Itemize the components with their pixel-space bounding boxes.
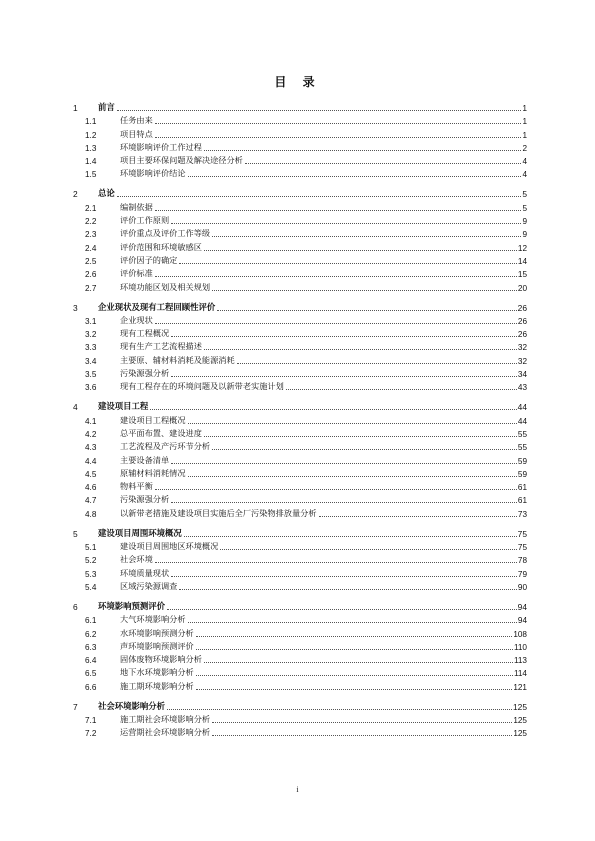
dot-leader (196, 688, 513, 690)
toc-entry-title: 施工期环境影响分析 (120, 680, 194, 691)
toc-page-number: 73 (517, 509, 527, 519)
toc-page-number: 90 (517, 582, 527, 592)
toc-entry-number: 4.5 (85, 469, 97, 479)
toc-entry-title: 项目主要环保问题及解决途径分析 (120, 155, 243, 166)
dot-leader (179, 262, 517, 264)
toc-entry-number: 2.5 (85, 256, 97, 266)
toc-entry-number: 6 (73, 601, 78, 612)
toc-entry-title: 项目特点 (120, 128, 153, 139)
toc-entry-title: 社会环境影响分析 (98, 700, 165, 711)
toc-section-entry[interactable] (73, 625, 527, 638)
toc-entry-title: 前言 (98, 102, 115, 112)
dot-leader (212, 721, 512, 723)
toc-chapter-entry[interactable] (73, 599, 527, 612)
dot-leader (184, 535, 517, 537)
toc-entry-number: 3.3 (85, 343, 97, 353)
toc-page-number: 121 (513, 682, 527, 692)
toc-section-entry[interactable] (73, 113, 527, 126)
toc-entry-number: 7.2 (85, 729, 97, 739)
toc-section-entry[interactable] (73, 226, 527, 239)
toc-entry-title: 评价工作原则 (120, 215, 170, 226)
toc-page-number: 61 (517, 483, 527, 493)
toc-section-entry[interactable] (73, 412, 527, 425)
toc-entry-number: 4.7 (85, 496, 97, 506)
toc-section-entry[interactable] (73, 452, 527, 465)
toc-entry-number: 5.4 (85, 582, 97, 592)
toc-entry-number: 4.1 (85, 416, 97, 426)
dot-leader (196, 648, 513, 650)
toc-entry-title: 大气环境影响分析 (120, 614, 186, 625)
dot-leader (171, 575, 517, 577)
toc-page-number: 4 (522, 170, 527, 180)
dot-leader (217, 309, 516, 311)
toc-entry-title: 现有工程概况 (120, 328, 170, 339)
toc-section-entry[interactable] (73, 505, 527, 518)
toc-entry-title: 物料平衡 (120, 481, 153, 492)
toc-entry-title: 工艺流程及产污环节分析 (120, 441, 211, 452)
toc-entry-number: 5.1 (85, 543, 97, 553)
toc-section-entry[interactable] (73, 326, 527, 339)
toc-entry-title: 环境功能区划及相关规划 (120, 281, 211, 292)
toc-entry-title: 污染源强分析 (120, 494, 170, 505)
dot-leader (212, 448, 517, 450)
toc-entry-title: 声环境影响预测评价 (120, 640, 194, 651)
toc-page-number: 44 (517, 416, 527, 426)
toc-entry-title: 建设项目工程 (98, 401, 149, 412)
dot-leader (171, 375, 517, 377)
toc-entry-number: 2.6 (85, 270, 97, 280)
dot-leader (319, 515, 517, 517)
toc-page-number: 94 (517, 616, 527, 626)
toc-entry-number: 1.1 (85, 117, 97, 127)
toc-entry-title: 环境影响评价工作过程 (120, 141, 202, 152)
toc-entry-title: 地下水环境影响分析 (120, 667, 194, 678)
dot-leader (204, 435, 517, 437)
dot-leader (188, 422, 517, 424)
toc-entry-title: 环境质量现状 (120, 567, 170, 578)
toc-page-number: 94 (517, 601, 527, 612)
toc-page-number: 78 (517, 556, 527, 566)
toc-section-entry[interactable] (73, 579, 527, 592)
dot-leader (179, 588, 517, 590)
toc-entry-number: 6.6 (85, 682, 97, 692)
toc-page-number: 43 (517, 383, 527, 393)
toc-entry-number: 1.4 (85, 157, 97, 167)
toc-entry-number: 1.2 (85, 130, 97, 140)
toc-entry-title: 以新带老措施及建设项目实施后全厂污染物排放量分析 (120, 507, 317, 518)
toc-page-number: 114 (513, 669, 527, 679)
dot-leader (212, 235, 521, 237)
dot-leader (237, 362, 517, 364)
table-of-contents (73, 100, 527, 738)
toc-section-entry[interactable] (73, 439, 527, 452)
dot-leader (150, 408, 516, 410)
toc-entry-title: 建设项目工程概况 (120, 414, 186, 425)
dot-leader (188, 175, 522, 177)
toc-section-entry[interactable] (73, 126, 527, 139)
toc-chapter-entry[interactable] (73, 100, 527, 113)
toc-section-entry[interactable] (73, 199, 527, 212)
toc-entry-title: 现有工程存在的环境问题及以新带老实施计划 (120, 381, 284, 392)
toc-entry-number: 4.3 (85, 443, 97, 453)
toc-section-entry[interactable] (73, 339, 527, 352)
toc-page-number: 108 (513, 629, 527, 639)
toc-page-number: 9 (522, 230, 527, 240)
toc-entry-title: 编制依据 (120, 201, 153, 212)
toc-page-number: 14 (517, 256, 527, 266)
toc-page-number: 32 (517, 343, 527, 353)
dot-leader (167, 708, 512, 710)
toc-entry-number: 6.5 (85, 669, 97, 679)
toc-section-entry[interactable] (73, 379, 527, 392)
toc-section-entry[interactable] (73, 612, 527, 625)
toc-chapter-entry[interactable] (73, 526, 527, 539)
dot-leader (155, 322, 517, 324)
toc-entry-title: 总论 (98, 188, 115, 199)
toc-page-number: 79 (517, 569, 527, 579)
dot-leader (245, 162, 522, 164)
toc-entry-title: 评价标准 (120, 268, 153, 279)
toc-chapter-entry[interactable] (73, 399, 527, 412)
toc-section-entry[interactable] (73, 479, 527, 492)
toc-page-number: 9 (522, 217, 527, 227)
toc-entry-title: 环境影响评价结论 (120, 168, 186, 179)
toc-page-number: 4 (522, 157, 527, 167)
toc-entry-number: 2 (73, 189, 78, 200)
toc-entry-number: 4 (73, 402, 78, 413)
dot-leader (220, 548, 517, 550)
dot-leader (204, 661, 513, 663)
toc-page-number: 26 (517, 330, 527, 340)
dot-leader (212, 734, 512, 736)
toc-entry-number: 4.6 (85, 483, 97, 493)
toc-page-number: 34 (517, 370, 527, 380)
toc-page-number: 125 (513, 729, 527, 739)
toc-section-entry[interactable] (73, 166, 527, 179)
toc-entry-number: 1 (73, 103, 78, 113)
dot-leader (171, 501, 517, 503)
toc-entry-number: 5.2 (85, 556, 97, 566)
toc-title: 目 录 (274, 75, 321, 89)
toc-entry-number: 1.5 (85, 170, 97, 180)
toc-entry-number: 5 (73, 528, 78, 539)
dot-leader (196, 674, 513, 676)
toc-section-entry[interactable] (73, 140, 527, 153)
toc-entry-title: 主要设备清单 (120, 454, 170, 465)
toc-chapter-entry[interactable] (73, 186, 527, 199)
toc-section-entry[interactable] (73, 678, 527, 691)
toc-entry-number: 7 (73, 701, 78, 712)
toc-page-number: 55 (517, 443, 527, 453)
toc-page-number: 1 (522, 103, 527, 113)
toc-section-entry[interactable] (73, 639, 527, 652)
dot-leader (204, 249, 517, 251)
toc-chapter-entry[interactable] (73, 699, 527, 712)
toc-entry-title: 运营期社会环境影响分析 (120, 727, 211, 738)
toc-entry-number: 2.7 (85, 283, 97, 293)
toc-entry-title: 建设项目周围地区环境概况 (120, 541, 219, 552)
toc-entry-number: 6.1 (85, 616, 97, 626)
dot-leader (204, 348, 517, 350)
toc-entry-title: 任务由来 (120, 115, 153, 126)
toc-entry-title: 评价重点及评价工作等级 (120, 228, 211, 239)
toc-page-number: 15 (517, 270, 527, 280)
dot-leader (188, 621, 517, 623)
toc-section-entry[interactable] (73, 492, 527, 505)
toc-page-number: 59 (517, 456, 527, 466)
toc-entry-number: 4.2 (85, 429, 97, 439)
toc-chapter-entry[interactable] (73, 300, 527, 313)
toc-page-number: 2 (522, 143, 527, 153)
toc-entry-title: 总平面布置、建设进度 (120, 427, 202, 438)
page-number-footer: i (296, 785, 299, 794)
dot-leader (286, 388, 517, 390)
toc-section-entry[interactable] (73, 313, 527, 326)
dot-leader (171, 335, 517, 337)
toc-section-entry[interactable] (73, 239, 527, 252)
toc-page-number: 125 (513, 715, 527, 725)
toc-section-entry[interactable] (73, 253, 527, 266)
toc-section-entry[interactable] (73, 213, 527, 226)
toc-section-entry[interactable] (73, 652, 527, 665)
dot-leader (117, 195, 522, 197)
toc-page-number: 5 (522, 189, 527, 200)
dot-leader (155, 561, 517, 563)
toc-section-entry[interactable] (73, 665, 527, 678)
toc-entry-title: 评价因子的确定 (120, 254, 178, 265)
toc-entry-number: 5.3 (85, 569, 97, 579)
toc-entry-number: 3.5 (85, 370, 97, 380)
toc-entry-number: 3 (73, 302, 78, 313)
toc-entry-title: 环境影响预测评价 (98, 600, 165, 611)
toc-page-number: 110 (513, 642, 527, 652)
toc-entry-title: 企业现状及现有工程回顾性评价 (98, 301, 216, 312)
toc-entry-number: 4.4 (85, 456, 97, 466)
toc-section-entry[interactable] (73, 725, 527, 738)
dot-leader (204, 149, 522, 151)
toc-entry-title: 社会环境 (120, 554, 153, 565)
toc-section-entry[interactable] (73, 366, 527, 379)
toc-section-entry[interactable] (73, 466, 527, 479)
toc-page-number: 20 (517, 283, 527, 293)
dot-leader (188, 475, 517, 477)
toc-section-entry[interactable] (73, 426, 527, 439)
toc-entry-title: 建设项目周围环境概况 (98, 527, 182, 538)
toc-section-entry[interactable] (73, 266, 527, 279)
toc-page-number: 61 (517, 496, 527, 506)
toc-entry-number: 6.2 (85, 629, 97, 639)
toc-page-number: 125 (513, 701, 527, 712)
toc-entry-title: 主要原、辅材料消耗及能源消耗 (120, 354, 235, 365)
toc-page-number: 12 (517, 243, 527, 253)
toc-entry-number: 3.6 (85, 383, 97, 393)
dot-leader (155, 209, 522, 211)
toc-entry-title: 施工期社会环境影响分析 (120, 713, 211, 724)
toc-page-number: 59 (517, 469, 527, 479)
dot-leader (196, 635, 513, 637)
toc-section-entry[interactable] (73, 279, 527, 292)
toc-entry-number: 2.3 (85, 230, 97, 240)
toc-page-number: 1 (522, 130, 527, 140)
toc-entry-number: 2.1 (85, 203, 97, 213)
toc-entry-title: 原辅材料消耗情况 (120, 467, 186, 478)
toc-section-entry[interactable] (73, 565, 527, 578)
toc-entry-number: 2.4 (85, 243, 97, 253)
dot-leader (171, 222, 521, 224)
toc-page-number: 26 (517, 302, 527, 313)
toc-section-entry[interactable] (73, 712, 527, 725)
toc-page-number: 113 (513, 656, 527, 666)
toc-entry-number: 7.1 (85, 715, 97, 725)
toc-entry-number: 1.3 (85, 143, 97, 153)
toc-entry-title: 污染源强分析 (120, 368, 170, 379)
toc-entry-title: 企业现状 (120, 314, 153, 325)
toc-entry-title: 评价范围和环境敏感区 (120, 241, 202, 252)
dot-leader (155, 122, 522, 124)
toc-entry-number: 6.3 (85, 642, 97, 652)
toc-page-number: 75 (517, 543, 527, 553)
toc-section-entry[interactable] (73, 153, 527, 166)
toc-entry-title: 区域污染源调查 (120, 580, 178, 591)
toc-entry-title: 现有生产工艺流程描述 (120, 341, 202, 352)
toc-page-number: 44 (517, 402, 527, 413)
toc-entry-title: 固体废物环境影响分析 (120, 654, 202, 665)
toc-section-entry[interactable] (73, 552, 527, 565)
toc-entry-number: 3.1 (85, 316, 97, 326)
toc-entry-number: 6.4 (85, 656, 97, 666)
toc-entry-number: 3.4 (85, 356, 97, 366)
dot-leader (171, 462, 517, 464)
toc-section-entry[interactable] (73, 352, 527, 365)
dot-leader (155, 275, 517, 277)
toc-entry-number: 3.2 (85, 330, 97, 340)
toc-entry-number: 4.8 (85, 509, 97, 519)
toc-section-entry[interactable] (73, 539, 527, 552)
toc-entry-number: 2.2 (85, 217, 97, 227)
toc-page-number: 75 (517, 528, 527, 539)
toc-page-number: 1 (522, 117, 527, 127)
dot-leader (155, 488, 517, 490)
dot-leader (117, 109, 522, 111)
toc-page-number: 32 (517, 356, 527, 366)
toc-page-number: 55 (517, 429, 527, 439)
dot-leader (155, 136, 522, 138)
toc-entry-title: 水环境影响预测分析 (120, 627, 194, 638)
toc-page-number: 26 (517, 316, 527, 326)
dot-leader (212, 289, 517, 291)
toc-page-number: 5 (522, 203, 527, 213)
dot-leader (167, 608, 517, 610)
